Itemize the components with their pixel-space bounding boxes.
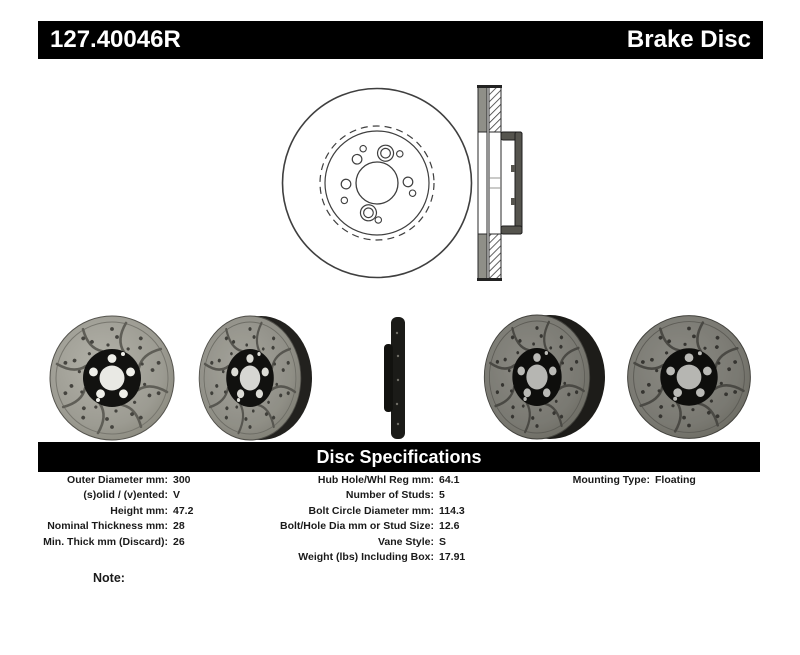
note [93,571,125,585]
spec-row-bolt-circle-diameter [278,504,465,519]
spec-value: V [173,489,181,502]
spec-column-left [34,473,193,550]
spec-value: 28 [173,520,185,533]
technical-drawing [270,80,526,288]
product-photos [30,312,790,444]
spec-value: 64.1 [439,474,460,486]
spec-column-middle [278,473,465,565]
spec-value: Floating [655,474,696,486]
spec-section-header [38,442,760,472]
spec-row-nominal-thickness [34,519,193,534]
spec-label: Min. Thick mm (Discard): [43,535,168,548]
rotor-photo-angled-light [199,316,312,440]
spec-label: Mounting Type: [572,474,650,486]
spec-value: 114.3 [439,504,465,517]
spec-row-outer-diameter [34,473,193,488]
rotor-photo-front-dark [628,316,751,439]
spec-row-weight [278,550,465,565]
spec-row-number-of-studs [278,488,465,503]
rotor-photo-edge-view [384,317,405,439]
note-label: Note: [93,571,125,585]
spec-label: Bolt Circle Diameter mm: [308,504,434,517]
spec-row-min-thick [34,535,193,550]
spec-section-title: Disc Specifications [316,446,482,467]
spec-label: Weight (lbs) Including Box: [298,551,434,564]
disc-cross-section-drawing [477,85,522,281]
rotor-photo-front-light [50,316,174,440]
spec-value: 26 [173,535,185,548]
spec-label: (s)olid / (v)ented: [83,489,168,502]
spec-row-height [34,504,193,519]
part-number: 127.40046R [50,26,181,53]
spec-row-mounting-type [546,473,696,488]
spec-value: 17.91 [439,551,466,564]
spec-label: Number of Studs: [345,489,434,502]
spec-label: Outer Diameter mm: [67,474,168,486]
rotor-photo-angled-dark [484,315,605,439]
spec-value: 47.2 [173,504,194,517]
spec-value: 12.6 [439,520,460,533]
disc-front-view-drawing [283,89,472,278]
spec-row-bolt-hole-dia [278,519,465,534]
spec-row-vane-style [278,535,465,550]
spec-label: Hub Hole/Whl Reg mm: [317,474,434,486]
spec-value: 5 [439,489,445,502]
spec-value: 300 [173,474,191,486]
spec-label: Nominal Thickness mm: [47,520,168,533]
title-bar [38,21,763,59]
spec-value: S [439,535,447,548]
spec-label: Vane Style: [377,535,434,548]
spec-column-right [546,473,696,488]
product-type: Brake Disc [626,26,751,53]
spec-label: Height mm: [110,504,168,517]
spec-label: Bolt/Hole Dia mm or Stud Size: [279,520,434,533]
spec-row-hub-hole [278,473,465,488]
spec-row-solid-vented [34,488,193,503]
